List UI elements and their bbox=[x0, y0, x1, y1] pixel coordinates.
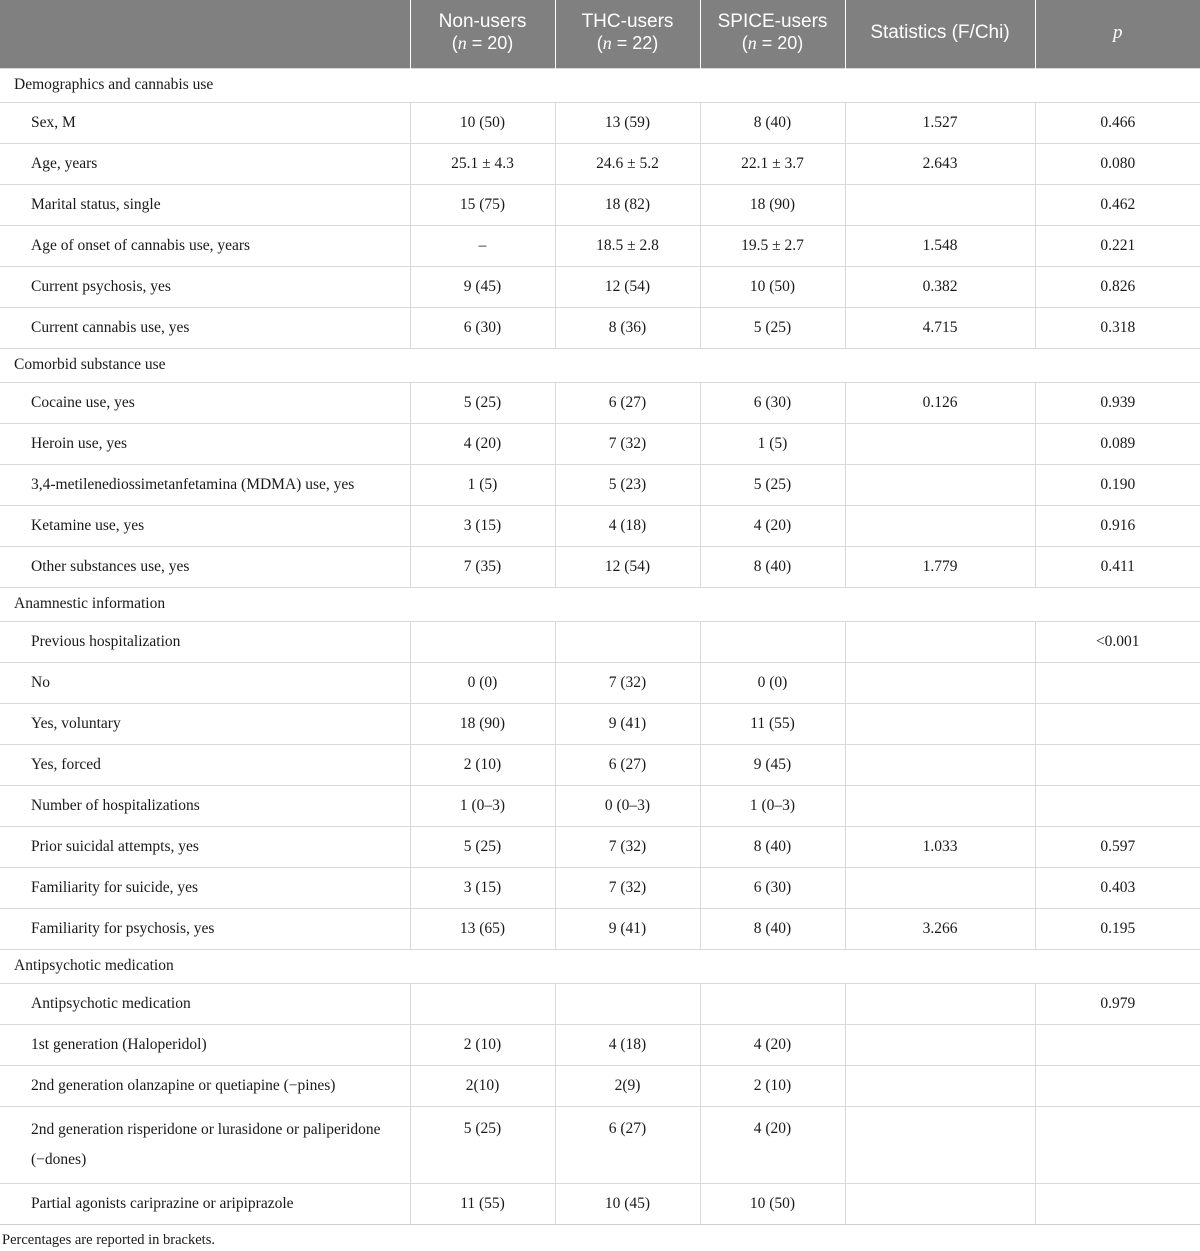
cell-spice: 4 (20) bbox=[700, 1024, 845, 1065]
cell-p: 0.597 bbox=[1035, 826, 1200, 867]
cell-spice: 1 (5) bbox=[700, 423, 845, 464]
row-label: Yes, voluntary bbox=[0, 703, 410, 744]
cell-nonuse: 3 (15) bbox=[410, 867, 555, 908]
cell-thc: 8 (36) bbox=[555, 307, 700, 348]
cell-nonuse bbox=[410, 621, 555, 662]
cell-stat bbox=[845, 464, 1035, 505]
cell-stat: 1.033 bbox=[845, 826, 1035, 867]
row-label: 2nd generation olanzapine or quetiapine (−pines) bbox=[0, 1065, 410, 1106]
cell-p: 0.190 bbox=[1035, 464, 1200, 505]
cell-spice: 2 (10) bbox=[700, 1065, 845, 1106]
cell-spice: 4 (20) bbox=[700, 1106, 845, 1183]
section-header-row bbox=[0, 68, 1200, 102]
cell-thc: 13 (59) bbox=[555, 102, 700, 143]
cell-thc bbox=[555, 621, 700, 662]
section-header-row bbox=[0, 949, 1200, 983]
cell-p: 0.979 bbox=[1035, 983, 1200, 1024]
cell-stat bbox=[845, 184, 1035, 225]
column-header-title: Statistics (F/Chi) bbox=[870, 22, 1010, 44]
row-label: Age, years bbox=[0, 143, 410, 184]
cell-nonuse: 2 (10) bbox=[410, 744, 555, 785]
cell-thc: 6 (27) bbox=[555, 744, 700, 785]
column-header-sample-size: (n = 22) bbox=[596, 33, 659, 54]
cell-nonuse: 4 (20) bbox=[410, 423, 555, 464]
cell-nonuse bbox=[410, 983, 555, 1024]
table-row bbox=[0, 382, 1200, 423]
cell-p: 0.403 bbox=[1035, 867, 1200, 908]
cell-thc: 9 (41) bbox=[555, 908, 700, 949]
cell-p bbox=[1035, 662, 1200, 703]
cell-thc: 18.5 ± 2.8 bbox=[555, 225, 700, 266]
cell-thc: 9 (41) bbox=[555, 703, 700, 744]
row-label: Cocaine use, yes bbox=[0, 382, 410, 423]
row-label: No bbox=[0, 662, 410, 703]
cell-thc: 18 (82) bbox=[555, 184, 700, 225]
cell-p: 0.411 bbox=[1035, 546, 1200, 587]
cell-stat: 0.382 bbox=[845, 266, 1035, 307]
cell-thc bbox=[555, 983, 700, 1024]
cell-thc: 4 (18) bbox=[555, 505, 700, 546]
cell-p bbox=[1035, 1106, 1200, 1183]
column-header-p bbox=[1035, 0, 1200, 68]
row-label: 1st generation (Haloperidol) bbox=[0, 1024, 410, 1065]
cell-stat bbox=[845, 867, 1035, 908]
cell-stat bbox=[845, 1184, 1035, 1225]
column-header-thc bbox=[555, 0, 700, 68]
row-label: Age of onset of cannabis use, years bbox=[0, 225, 410, 266]
cell-stat: 0.126 bbox=[845, 382, 1035, 423]
table-body bbox=[0, 68, 1200, 1225]
cell-thc: 12 (54) bbox=[555, 546, 700, 587]
table-row bbox=[0, 662, 1200, 703]
cell-stat: 1.527 bbox=[845, 102, 1035, 143]
column-header-title: p bbox=[1113, 22, 1123, 44]
cell-spice: 10 (50) bbox=[700, 1184, 845, 1225]
row-label: Ketamine use, yes bbox=[0, 505, 410, 546]
cell-thc: 10 (45) bbox=[555, 1184, 700, 1225]
table-row bbox=[0, 1184, 1200, 1225]
cell-spice: 8 (40) bbox=[700, 908, 845, 949]
table-row bbox=[0, 505, 1200, 546]
cell-nonuse: 0 (0) bbox=[410, 662, 555, 703]
table-row bbox=[0, 1024, 1200, 1065]
table-row bbox=[0, 464, 1200, 505]
column-header-title: Non-users bbox=[438, 11, 527, 33]
cell-thc: 7 (32) bbox=[555, 826, 700, 867]
column-header-stat bbox=[845, 0, 1035, 68]
table-row bbox=[0, 307, 1200, 348]
cell-thc: 6 (27) bbox=[555, 382, 700, 423]
row-label: Current cannabis use, yes bbox=[0, 307, 410, 348]
cell-stat: 2.643 bbox=[845, 143, 1035, 184]
cell-p: <0.001 bbox=[1035, 621, 1200, 662]
table-row bbox=[0, 785, 1200, 826]
cell-p bbox=[1035, 744, 1200, 785]
cell-thc: 7 (32) bbox=[555, 662, 700, 703]
cell-nonuse: 6 (30) bbox=[410, 307, 555, 348]
row-label: Partial agonists cariprazine or aripiprazole bbox=[0, 1184, 410, 1225]
section-title: Antipsychotic medication bbox=[0, 949, 1200, 983]
cell-stat bbox=[845, 662, 1035, 703]
section-title: Comorbid substance use bbox=[0, 348, 1200, 382]
cell-nonuse: 1 (5) bbox=[410, 464, 555, 505]
header-row bbox=[0, 0, 1200, 68]
cell-spice bbox=[700, 621, 845, 662]
table-row bbox=[0, 1106, 1200, 1183]
table-row bbox=[0, 1065, 1200, 1106]
cell-spice: 6 (30) bbox=[700, 382, 845, 423]
cell-thc: 4 (18) bbox=[555, 1024, 700, 1065]
column-header-spice bbox=[700, 0, 845, 68]
cell-nonuse: 13 (65) bbox=[410, 908, 555, 949]
section-header-row bbox=[0, 348, 1200, 382]
row-label: Number of hospitalizations bbox=[0, 785, 410, 826]
cell-thc: 6 (27) bbox=[555, 1106, 700, 1183]
cell-stat bbox=[845, 703, 1035, 744]
cell-p: 0.080 bbox=[1035, 143, 1200, 184]
cell-thc: 7 (32) bbox=[555, 423, 700, 464]
cell-nonuse: 5 (25) bbox=[410, 1106, 555, 1183]
cell-p: 0.221 bbox=[1035, 225, 1200, 266]
cell-p: 0.466 bbox=[1035, 102, 1200, 143]
table-row bbox=[0, 546, 1200, 587]
table-row bbox=[0, 102, 1200, 143]
cell-spice: 10 (50) bbox=[700, 266, 845, 307]
cell-spice: 8 (40) bbox=[700, 826, 845, 867]
cell-stat: 1.548 bbox=[845, 225, 1035, 266]
row-label: 2nd generation risperidone or lurasidone or paliperidone (−dones) bbox=[0, 1106, 410, 1183]
cell-nonuse: 18 (90) bbox=[410, 703, 555, 744]
cell-stat bbox=[845, 983, 1035, 1024]
cell-spice: 5 (25) bbox=[700, 464, 845, 505]
table-row bbox=[0, 983, 1200, 1024]
section-title: Demographics and cannabis use bbox=[0, 68, 1200, 102]
cell-p bbox=[1035, 703, 1200, 744]
cell-nonuse: 15 (75) bbox=[410, 184, 555, 225]
table-row bbox=[0, 867, 1200, 908]
cell-nonuse: 2(10) bbox=[410, 1065, 555, 1106]
cell-stat bbox=[845, 423, 1035, 464]
cell-nonuse: 10 (50) bbox=[410, 102, 555, 143]
cell-p: 0.916 bbox=[1035, 505, 1200, 546]
cell-stat: 1.779 bbox=[845, 546, 1035, 587]
cell-thc: 2(9) bbox=[555, 1065, 700, 1106]
cell-spice: 8 (40) bbox=[700, 546, 845, 587]
cell-spice: 9 (45) bbox=[700, 744, 845, 785]
row-label: Heroin use, yes bbox=[0, 423, 410, 464]
row-label: Yes, forced bbox=[0, 744, 410, 785]
cell-p: 0.826 bbox=[1035, 266, 1200, 307]
cell-nonuse: 3 (15) bbox=[410, 505, 555, 546]
row-label: Familiarity for suicide, yes bbox=[0, 867, 410, 908]
cell-nonuse: 9 (45) bbox=[410, 266, 555, 307]
cell-p: 0.939 bbox=[1035, 382, 1200, 423]
column-header-nonuse bbox=[410, 0, 555, 68]
table-row bbox=[0, 225, 1200, 266]
cell-spice: 6 (30) bbox=[700, 867, 845, 908]
column-header-title: THC-users bbox=[581, 11, 674, 33]
cell-thc: 0 (0–3) bbox=[555, 785, 700, 826]
cell-nonuse: 5 (25) bbox=[410, 826, 555, 867]
column-header-sample-size: (n = 20) bbox=[451, 33, 514, 54]
table-row bbox=[0, 621, 1200, 662]
cell-stat bbox=[845, 744, 1035, 785]
cell-spice: 19.5 ± 2.7 bbox=[700, 225, 845, 266]
table-footnote: Percentages are reported in brackets. bbox=[2, 1232, 215, 1249]
cell-nonuse: 25.1 ± 4.3 bbox=[410, 143, 555, 184]
table-header bbox=[0, 0, 1200, 68]
cell-p bbox=[1035, 1065, 1200, 1106]
row-label: Previous hospitalization bbox=[0, 621, 410, 662]
cell-spice: 1 (0–3) bbox=[700, 785, 845, 826]
column-header-sample-size: (n = 20) bbox=[741, 33, 804, 54]
row-label: Marital status, single bbox=[0, 184, 410, 225]
cell-spice bbox=[700, 983, 845, 1024]
cell-nonuse: 11 (55) bbox=[410, 1184, 555, 1225]
cell-p: 0.089 bbox=[1035, 423, 1200, 464]
cell-stat: 3.266 bbox=[845, 908, 1035, 949]
table-row bbox=[0, 184, 1200, 225]
cell-spice: 0 (0) bbox=[700, 662, 845, 703]
cell-p bbox=[1035, 785, 1200, 826]
cell-spice: 22.1 ± 3.7 bbox=[700, 143, 845, 184]
table-row bbox=[0, 908, 1200, 949]
column-header-title: SPICE-users bbox=[717, 11, 828, 33]
row-label: 3,4-metilenediossimetanfetamina (MDMA) use, yes bbox=[0, 464, 410, 505]
cell-nonuse: 1 (0–3) bbox=[410, 785, 555, 826]
cell-stat: 4.715 bbox=[845, 307, 1035, 348]
table-row bbox=[0, 744, 1200, 785]
column-header-label bbox=[0, 0, 410, 68]
cell-p: 0.462 bbox=[1035, 184, 1200, 225]
cell-spice: 8 (40) bbox=[700, 102, 845, 143]
cell-thc: 12 (54) bbox=[555, 266, 700, 307]
cell-thc: 5 (23) bbox=[555, 464, 700, 505]
row-label: Familiarity for psychosis, yes bbox=[0, 908, 410, 949]
table-row bbox=[0, 266, 1200, 307]
table-row bbox=[0, 826, 1200, 867]
cell-spice: 5 (25) bbox=[700, 307, 845, 348]
cell-nonuse: 2 (10) bbox=[410, 1024, 555, 1065]
cell-stat bbox=[845, 1065, 1035, 1106]
cell-stat bbox=[845, 621, 1035, 662]
cell-thc: 24.6 ± 5.2 bbox=[555, 143, 700, 184]
row-label: Current psychosis, yes bbox=[0, 266, 410, 307]
row-label: Antipsychotic medication bbox=[0, 983, 410, 1024]
cell-nonuse: 5 (25) bbox=[410, 382, 555, 423]
cell-stat bbox=[845, 1106, 1035, 1183]
cell-stat bbox=[845, 505, 1035, 546]
table-row bbox=[0, 703, 1200, 744]
row-label: Sex, M bbox=[0, 102, 410, 143]
cell-spice: 4 (20) bbox=[700, 505, 845, 546]
cell-spice: 11 (55) bbox=[700, 703, 845, 744]
row-label: Other substances use, yes bbox=[0, 546, 410, 587]
cell-stat bbox=[845, 1024, 1035, 1065]
section-title: Anamnestic information bbox=[0, 587, 1200, 621]
table-row bbox=[0, 423, 1200, 464]
cell-thc: 7 (32) bbox=[555, 867, 700, 908]
cell-p: 0.195 bbox=[1035, 908, 1200, 949]
cell-nonuse: 7 (35) bbox=[410, 546, 555, 587]
table-row bbox=[0, 143, 1200, 184]
cell-p bbox=[1035, 1024, 1200, 1065]
cell-nonuse: – bbox=[410, 225, 555, 266]
section-header-row bbox=[0, 587, 1200, 621]
cell-stat bbox=[845, 785, 1035, 826]
cell-p bbox=[1035, 1184, 1200, 1225]
cell-spice: 18 (90) bbox=[700, 184, 845, 225]
row-label: Prior suicidal attempts, yes bbox=[0, 826, 410, 867]
cell-p: 0.318 bbox=[1035, 307, 1200, 348]
